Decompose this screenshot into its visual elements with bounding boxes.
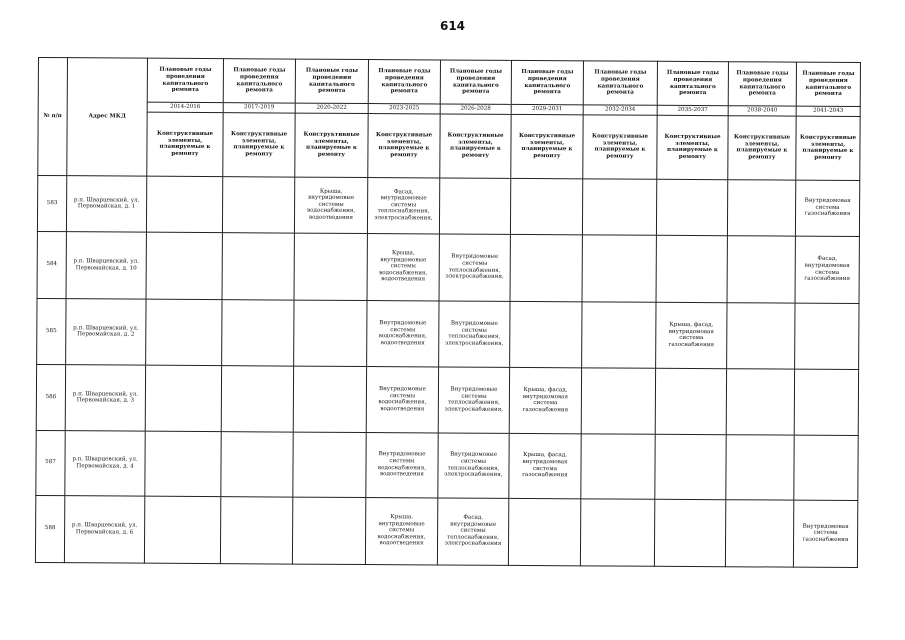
header-year-2020-2022: 2020-2022 [295, 103, 368, 113]
header-elements-label: Конструктивные элементы, планируемые к ремонту [511, 114, 583, 178]
table-row [37, 175, 859, 236]
header-period-label: Плановые годы проведения капитального ремонта [728, 62, 796, 106]
row-address: р.п. Шварцевский, ул. Первомайская, д. 10 [66, 231, 146, 298]
repair-cell-2020-2022 [294, 233, 367, 300]
repair-cell-2023-2025: Внутридомовые системы водоснабжения, водоотведения [366, 432, 438, 497]
header-period-label: Плановые годы проведения капитального ремонта [583, 61, 657, 105]
row-number: 587 [36, 430, 65, 495]
repair-cell-2017-2019 [222, 232, 294, 299]
repair-cell-2026-2028 [439, 178, 510, 234]
repair-schedule-table [35, 57, 861, 568]
page-number: 614 [439, 19, 466, 33]
repair-cell-2023-2025: Внутридомовые системы водоснабжения, водоотведения [366, 366, 438, 432]
row-number: 584 [37, 231, 66, 298]
row-number: 583 [37, 175, 66, 231]
repair-cell-2035-2037 [654, 499, 725, 566]
header-period-label: Плановые годы проведения капитального ремонта [295, 59, 368, 103]
table-header [38, 58, 861, 181]
table-row [36, 364, 858, 435]
repair-cell-2026-2028: Фасад, внутридомовые системы теплоснабжения, электроснабжения [437, 498, 508, 565]
repair-cell-2014-2016 [146, 299, 222, 365]
header-year-2026-2028: 2026-2028 [440, 104, 511, 114]
repair-cell-2038-2040 [726, 434, 794, 499]
repair-cell-2029-2031 [508, 498, 580, 565]
repair-cell-2032-2034 [582, 178, 656, 234]
table-row [37, 298, 859, 369]
repair-cell-2014-2016 [145, 431, 221, 496]
header-period-label: Плановые годы проведения капитального ремонта [147, 58, 223, 102]
repair-cell-2026-2028: Внутридомовые системы теплоснабжения, электроснабжения, [439, 234, 510, 301]
header-period-label: Плановые годы проведения капитального ремонта [796, 62, 860, 106]
repair-cell-2014-2016 [144, 496, 220, 563]
header-year-2035-2037: 2035-2037 [657, 105, 728, 115]
repair-cell-2032-2034 [581, 367, 655, 433]
header-elements-label: Конструктивные элементы, планируемые к ремонту [583, 114, 657, 178]
repair-cell-2032-2034 [582, 301, 656, 367]
header-elements-label: Конструктивные элементы, планируемые к ремонту [728, 115, 796, 179]
header-elements-label: Конструктивные элементы, планируемые к ремонту [147, 112, 223, 176]
table-row [36, 430, 858, 500]
repair-cell-2020-2022 [293, 366, 366, 432]
table-body [35, 175, 859, 567]
repair-cell-2026-2028: Внутридомовые системы теплоснабжения, электроснабжения, [438, 433, 509, 498]
header-elements-label: Конструктивные элементы, планируемые к ремонту [657, 115, 728, 179]
repair-cell-2032-2034 [582, 234, 656, 301]
repair-cell-2038-2040 [725, 499, 793, 566]
repair-cell-2035-2037 [656, 235, 727, 302]
repair-cell-2041-2043 [795, 303, 859, 369]
repair-cell-2020-2022 [294, 300, 367, 366]
header-year-2038-2040: 2038-2040 [728, 106, 796, 116]
header-elements-label: Конструктивные элементы, планируемые к ремонту [440, 114, 511, 178]
repair-cell-2041-2043: Фасад, внутридомовая система газоснабжения [795, 236, 859, 303]
row-address: р.п. Шварцевский, ул. Первомайская, д. 6 [64, 495, 144, 562]
header-elements-label: Конструктивные элементы, планируемые к ремонту [223, 112, 295, 176]
repair-cell-2029-2031 [510, 178, 582, 234]
header-elements-label: Конструктивные элементы, планируемые к ремонту [295, 113, 368, 177]
repair-cell-2014-2016 [145, 365, 221, 431]
repair-cell-2023-2025: Крыша, внутридомовые системы водоснабжения, водоотведения [365, 497, 437, 564]
repair-cell-2029-2031: Крыша, фасад, внутридомовая система газоснабжения [509, 433, 581, 498]
header-year-2032-2034: 2032-2034 [583, 105, 657, 115]
header-address: Адрес МКД [67, 58, 148, 176]
header-period-label: Плановые годы проведения капитального ремонта [657, 61, 728, 105]
header-year-2014-2016: 2014-2016 [147, 102, 223, 112]
row-number: 588 [35, 495, 64, 562]
repair-cell-2029-2031 [510, 234, 582, 301]
repair-cell-2026-2028: Внутридомовые системы теплоснабжения, электроснабжения, [439, 301, 510, 367]
header-year-2017-2019: 2017-2019 [223, 103, 295, 113]
repair-cell-2017-2019 [221, 365, 293, 431]
repair-cell-2038-2040 [726, 368, 794, 434]
repair-cell-2023-2025: Крыша, внутридомовые системы водоснабжения, водоотведения [367, 233, 439, 300]
header-period-label: Плановые годы проведения капитального ремонта [368, 60, 440, 104]
header-year-2029-2031: 2029-2031 [511, 104, 583, 114]
repair-cell-2017-2019 [222, 176, 294, 232]
repair-cell-2041-2043: Внутридомовая система газоснабжения [793, 500, 857, 567]
repair-cell-2017-2019 [222, 299, 294, 365]
header-year-2023-2025: 2023-2025 [368, 104, 440, 114]
row-address: р.п. Шварцевский, ул. Первомайская, д. 4 [65, 430, 145, 495]
repair-cell-2032-2034 [581, 433, 655, 498]
repair-cell-2038-2040 [727, 302, 795, 368]
repair-cell-2035-2037 [656, 179, 727, 235]
repair-cell-2032-2034 [580, 498, 654, 565]
repair-cell-2017-2019 [220, 496, 292, 563]
repair-cell-2020-2022 [293, 432, 366, 497]
repair-cell-2020-2022: Крыша, внутридомовые системы водоснабжения, водоотведения [294, 177, 367, 233]
repair-cell-2023-2025: Фасад, внутридомовые системы теплоснабжения, электроснабжения, [367, 177, 439, 233]
repair-cell-2041-2043 [794, 435, 858, 500]
header-num: № п/п [38, 58, 68, 176]
row-address: р.п. Шварцевский, ул. Первомайская, д. 1 [66, 175, 146, 231]
header-elements-label: Конструктивные элементы, планируемые к ремонту [796, 116, 860, 180]
repair-cell-2014-2016 [146, 176, 222, 232]
row-address: р.п. Шварцевский, ул. Первомайская, д. 2 [66, 298, 146, 364]
repair-cell-2038-2040 [727, 179, 795, 235]
header-year-2041-2043: 2041-2043 [796, 106, 860, 116]
repair-cell-2035-2037 [655, 368, 726, 434]
table-row [37, 231, 859, 303]
repair-cell-2041-2043: Внутридомовая система газоснабжения [795, 180, 859, 236]
header-period-label: Плановые годы проведения капитального ремонта [223, 59, 295, 103]
table-row [35, 495, 857, 567]
repair-cell-2020-2022 [292, 497, 365, 564]
repair-cell-2017-2019 [221, 431, 293, 496]
repair-cell-2038-2040 [727, 235, 795, 302]
header-period-label: Плановые годы проведения капитального ремонта [440, 60, 511, 104]
header-elements-label: Конструктивные элементы, планируемые к ремонту [368, 113, 440, 177]
repair-cell-2023-2025: Внутридомовые системы водоснабжения, водоотведения [367, 300, 439, 366]
row-number: 585 [37, 298, 66, 364]
row-number: 586 [36, 364, 65, 430]
repair-cell-2014-2016 [146, 232, 222, 299]
repair-cell-2035-2037 [655, 434, 726, 499]
row-address: р.п. Шварцевский, ул. Первомайская, д. 3 [65, 364, 145, 430]
repair-cell-2029-2031 [510, 301, 582, 367]
repair-cell-2041-2043 [794, 369, 858, 435]
header-period-label: Плановые годы проведения капитального ремонта [511, 60, 583, 104]
repair-cell-2029-2031: Крыша, фасад, внутридомовая система газоснабжения [509, 367, 581, 433]
repair-cell-2026-2028: Внутридомовые системы теплоснабжения, электроснабжения, [438, 367, 509, 433]
repair-cell-2035-2037: Крыша, фасад, внутридомовая система газоснабжения [656, 302, 727, 368]
